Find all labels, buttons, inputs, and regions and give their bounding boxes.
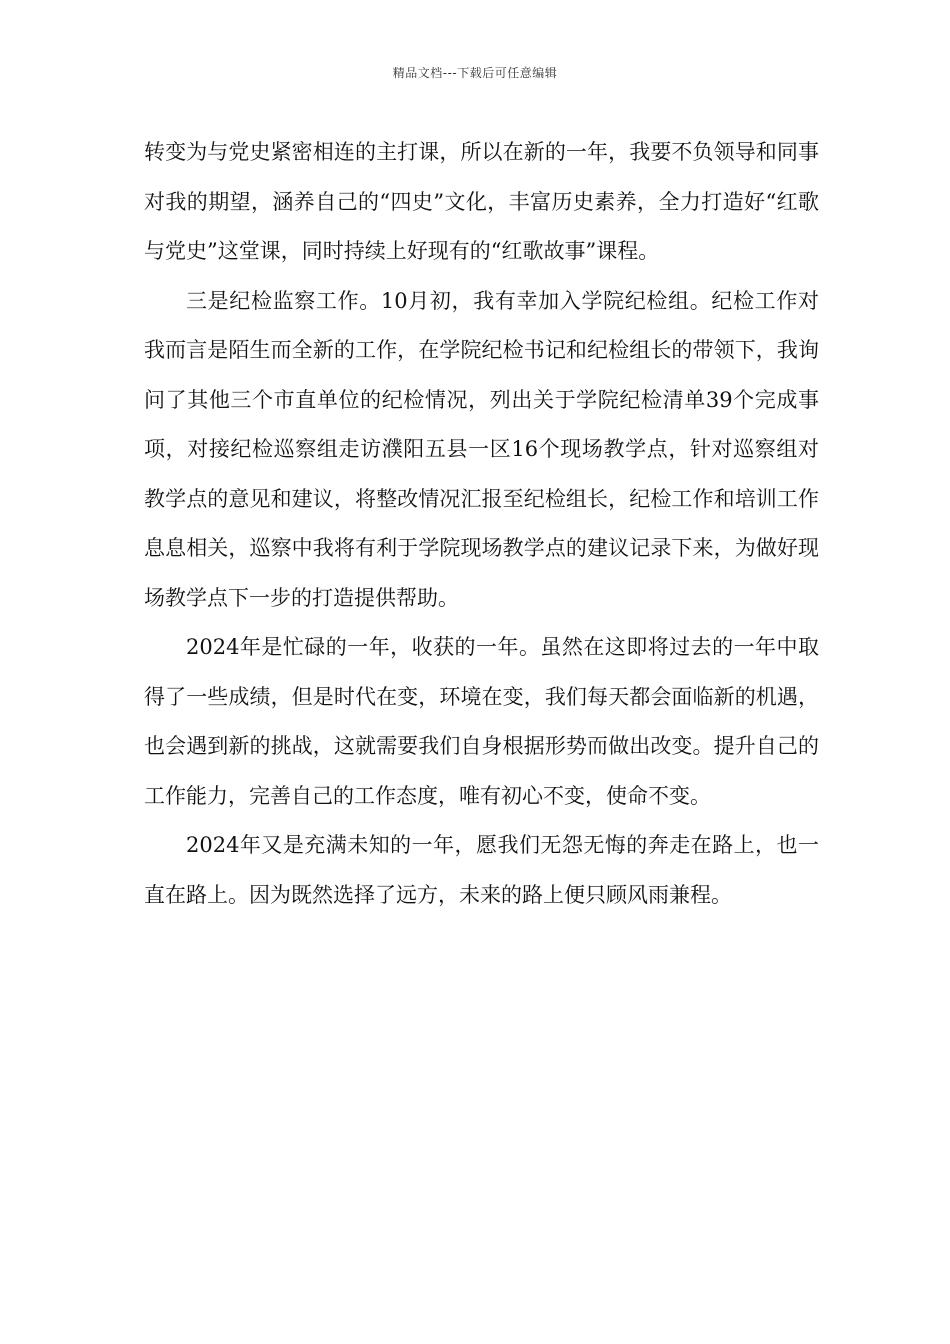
paragraph-closing: 2024年又是充满未知的一年，愿我们无怨无悔的奔走在路上，也一直在路上。因为既然选择了远方，未来的路上便只顾风雨兼程。 — [144, 833, 819, 907]
page-header: 精品文档---下载后可任意编辑 — [392, 66, 558, 80]
paragraph-year-summary: 2024年是忙碌的一年，收获的一年。虽然在这即将过去的一年中取得了一些成绩，但是时代在变，环境在变，我们每天都会面临新的机遇，也会遇到新的挑战，这就需要我们自身根据形势而做出改变。提升自己的工作能力，完善自己的工作态度，唯有初心不变，使命不变。 — [144, 635, 819, 808]
paragraph-discipline-inspection: 三是纪检监察工作。10月初，我有幸加入学院纪检组。纪检工作对我而言是陌生而全新的工作，在学院纪检书记和纪检组长的带领下，我询问了其他三个市直单位的纪检情况，列出关于学院纪检清单39个完成事项，对接纪检巡察组走访濮阳五县一区16个现场教学点，针对巡察组对教学点的意见和建议，将整改情况汇报至纪检组长，纪检工作和培训工作息息相关，巡察中我将有利于学院现场教学点的建议记录下来，为做好现场教学点下一步的打造提供帮助。 — [144, 288, 819, 610]
paragraph-continuation: 转变为与党史紧密相连的主打课，所以在新的一年，我要不负领导和同事对我的期望，涵养自己的“四史”文化，丰富历史素养，全力打造好“红歌与党史”这堂课，同时持续上好现有的“红歌故事”课程。 — [144, 140, 819, 263]
document-body — [144, 128, 819, 920]
